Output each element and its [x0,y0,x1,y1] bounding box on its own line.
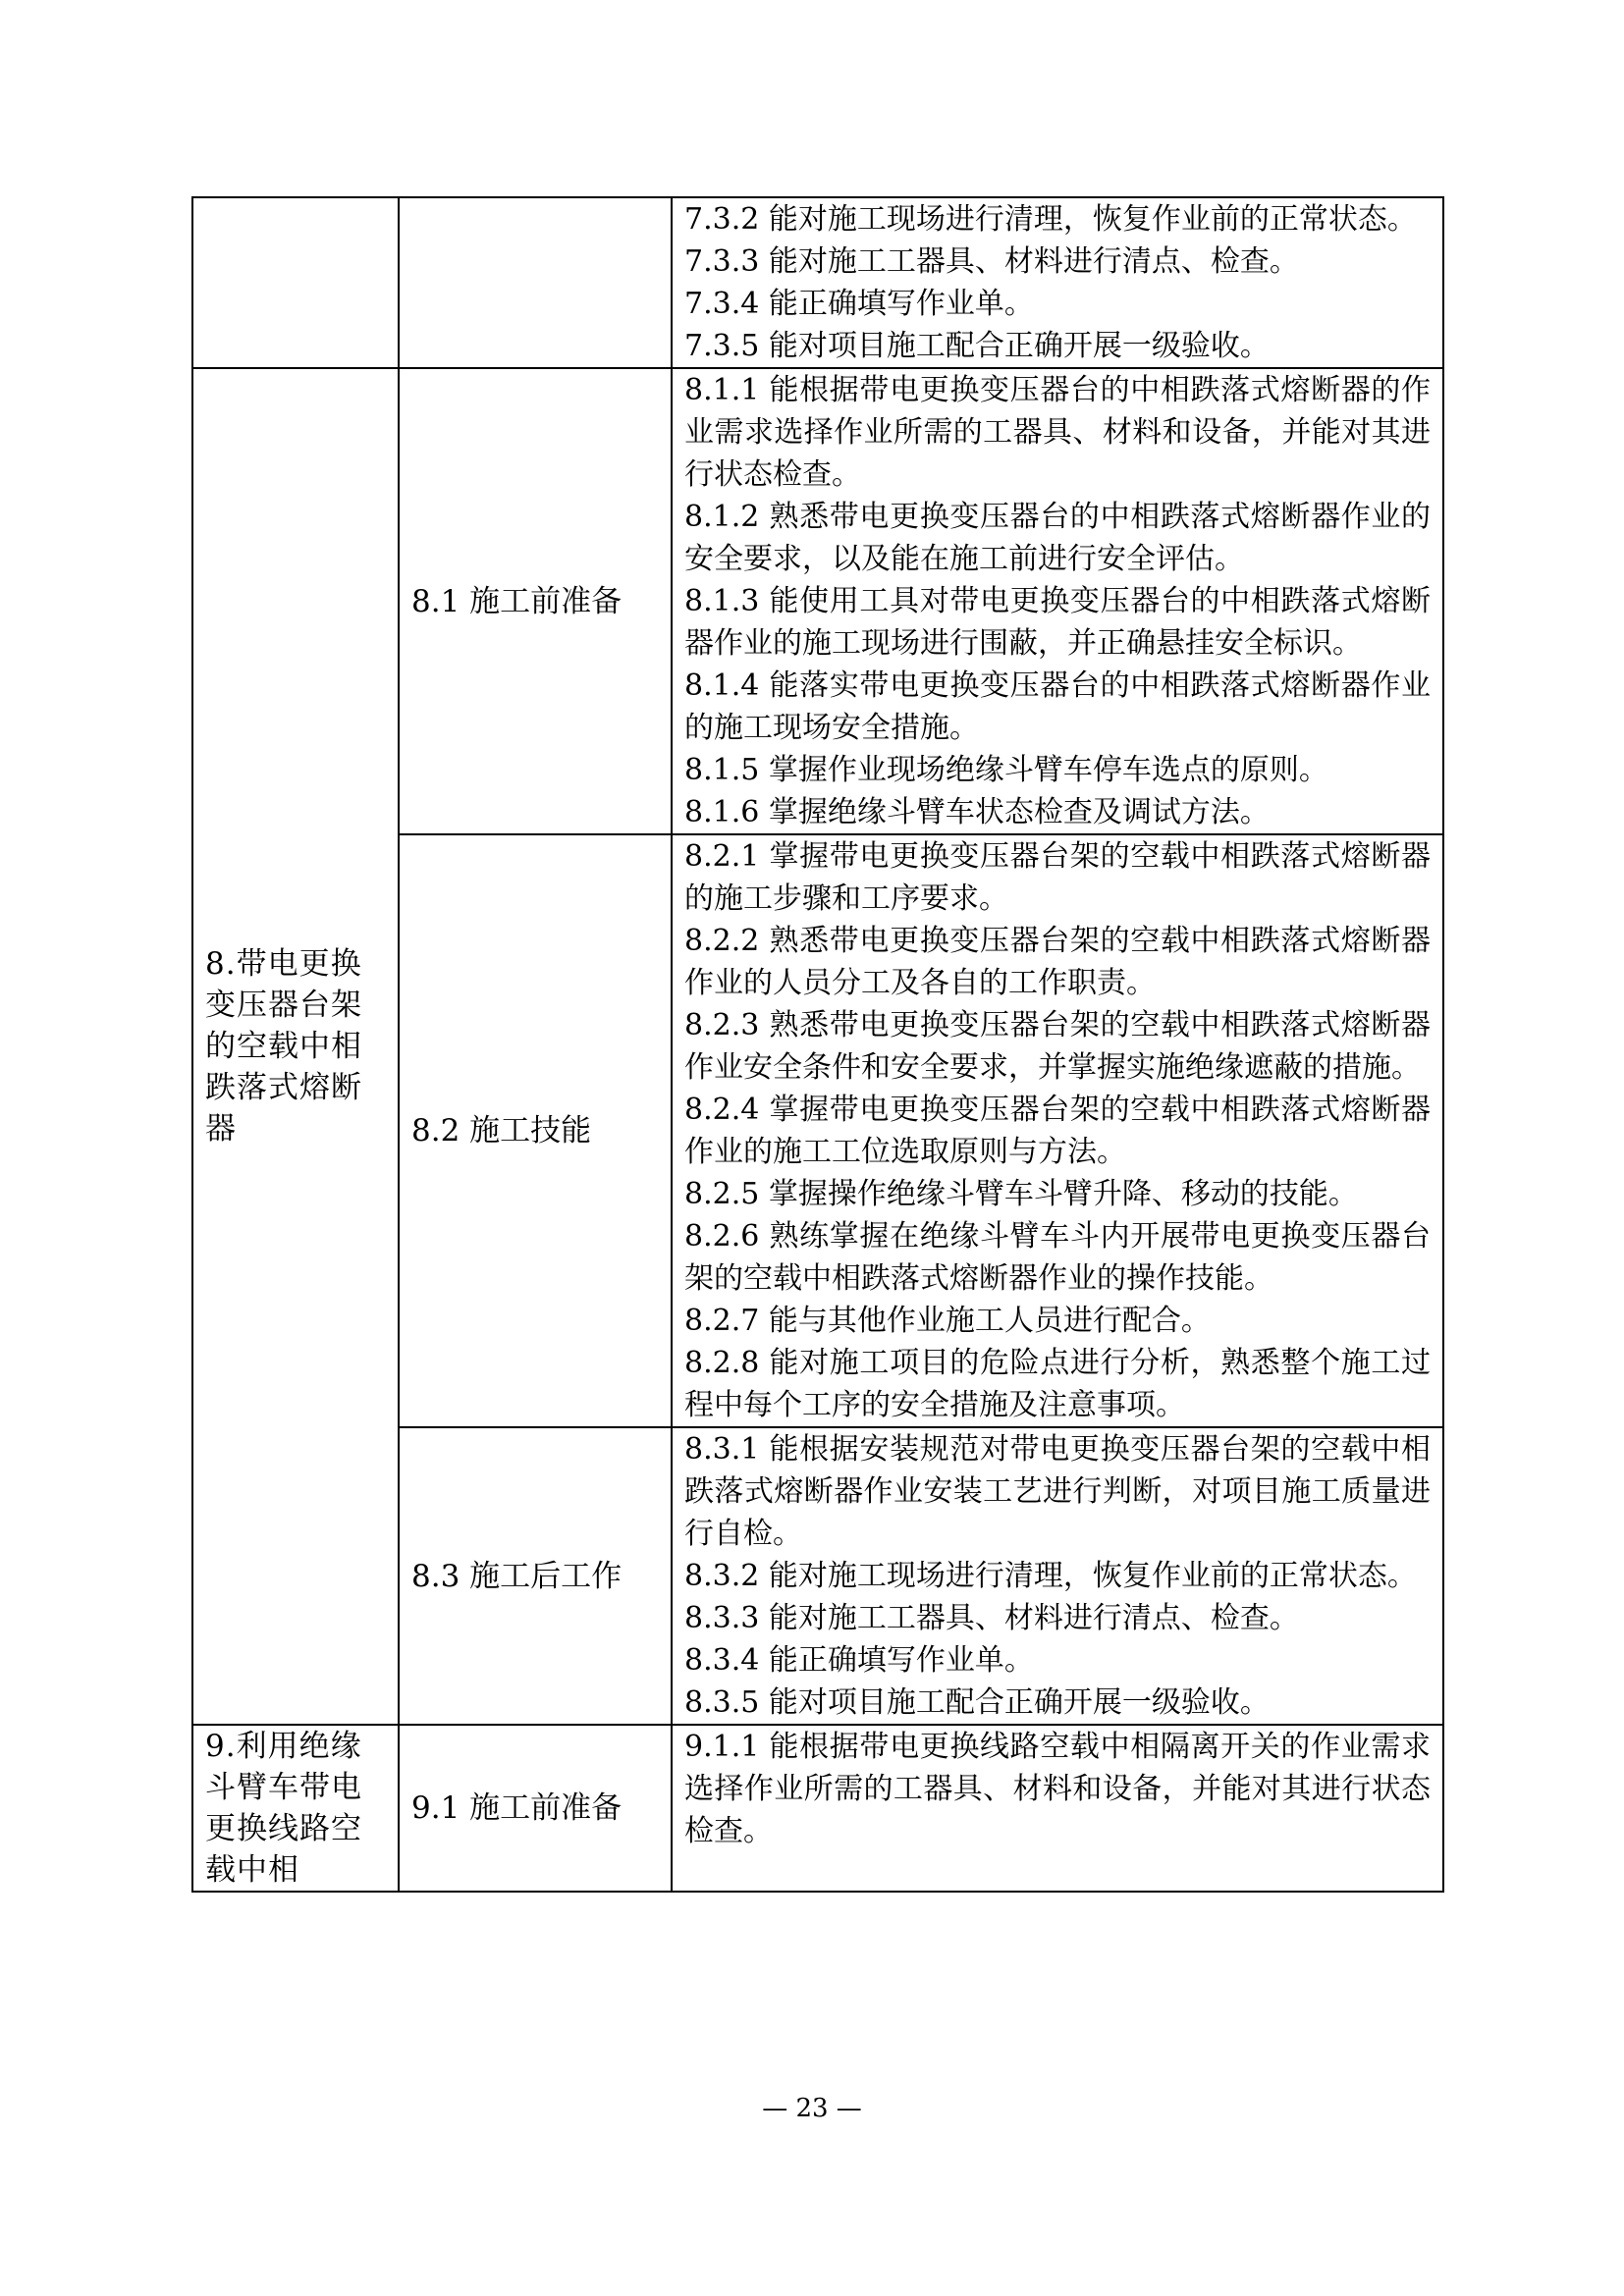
requirement-item: 8.2.1 掌握带电更换变压器台架的空载中相跌落式熔断器的施工步骤和工序要求。 [684,839,1431,916]
requirements-cell [672,1725,1443,1892]
requirement-item: 7.3.5 能对项目施工配合正确开展一级验收。 [684,329,1270,363]
requirement-item: 8.3.2 能对施工现场进行清理，恢复作业前的正常状态。 [684,1559,1417,1593]
table-row [192,197,1443,368]
table-row [192,368,1443,834]
requirement-item: 9.1.1 能根据带电更换线路空载中相隔离开关的作业需求选择作业所需的工器具、材料和设备，并能对其进行状态检查。 [684,1730,1431,1848]
subcategory-cell: 8.1 施工前准备 [399,368,672,834]
requirement-item: 8.2.2 熟悉带电更换变压器台架的空载中相跌落式熔断器作业的人员分工及各自的工作职责。 [684,924,1431,1000]
subcategory-cell: 9.1 施工前准备 [399,1725,672,1892]
table-row [192,1725,1443,1892]
requirement-item: 8.2.8 能对施工项目的危险点进行分析，熟悉整个施工过程中每个工序的安全措施及注意事项。 [684,1346,1431,1422]
requirement-item: 8.1.1 能根据带电更换变压器台的中相跌落式熔断器的作业需求选择作业所需的工器具、材料和设备，并能对其进行状态检查。 [684,373,1431,492]
requirement-item: 8.1.6 掌握绝缘斗臂车状态检查及调试方法。 [684,795,1270,829]
requirement-item: 8.1.5 掌握作业现场绝缘斗臂车停车选点的原则。 [684,753,1328,787]
requirement-item: 8.3.4 能正确填写作业单。 [684,1643,1034,1678]
subcategory-cell: 8.2 施工技能 [399,834,672,1427]
requirements-cell [672,1427,1443,1725]
requirement-item: 8.3.1 能根据安装规范对带电更换变压器台架的空载中相跌落式熔断器作业安装工艺进行判断，对项目施工质量进行自检。 [684,1432,1431,1551]
subcategory-cell: 8.3 施工后工作 [399,1427,672,1725]
category-cell-empty [192,197,399,368]
requirement-item: 8.1.3 能使用工具对带电更换变压器台的中相跌落式熔断器作业的施工现场进行围蔽，并正确悬挂安全标识。 [684,584,1431,661]
requirement-item: 8.2.3 熟悉带电更换变压器台架的空载中相跌落式熔断器作业安全条件和安全要求，并掌握实施绝缘遮蔽的措施。 [684,1008,1431,1085]
requirement-item: 7.3.2 能对施工现场进行清理，恢复作业前的正常状态。 [684,202,1417,237]
requirement-item: 8.1.2 熟悉带电更换变压器台的中相跌落式熔断器作业的安全要求，以及能在施工前进行安全评估。 [684,500,1431,576]
subcategory-cell-empty [399,197,672,368]
requirement-item: 8.2.5 掌握操作绝缘斗臂车斗臂升降、移动的技能。 [684,1177,1358,1211]
requirement-item: 8.3.5 能对项目施工配合正确开展一级验收。 [684,1685,1270,1720]
requirement-item: 7.3.4 能正确填写作业单。 [684,287,1034,321]
requirement-item: 8.2.6 熟练掌握在绝缘斗臂车斗内开展带电更换变压器台架的空载中相跌落式熔断器作业的操作技能。 [684,1219,1431,1296]
requirement-item: 8.2.4 掌握带电更换变压器台架的空载中相跌落式熔断器作业的施工工位选取原则与方法。 [684,1093,1431,1169]
requirement-item: 8.3.3 能对施工工器具、材料进行清点、检查。 [684,1601,1299,1635]
requirement-item: 7.3.3 能对施工工器具、材料进行清点、检查。 [684,244,1299,279]
requirements-cell [672,834,1443,1427]
requirements-cell [672,197,1443,368]
competency-table [191,196,1444,1893]
requirement-item: 8.1.4 能落实带电更换变压器台的中相跌落式熔断器作业的施工现场安全措施。 [684,668,1431,745]
category-cell: 9.利用绝缘斗臂车带电更换线路空载中相 [192,1725,399,1892]
requirement-item: 8.2.7 能与其他作业施工人员进行配合。 [684,1304,1211,1338]
requirements-cell [672,368,1443,834]
page-number: — 23 — [762,2094,862,2123]
category-cell: 8.带电更换变压器台架的空载中相跌落式熔断器 [192,368,399,1725]
